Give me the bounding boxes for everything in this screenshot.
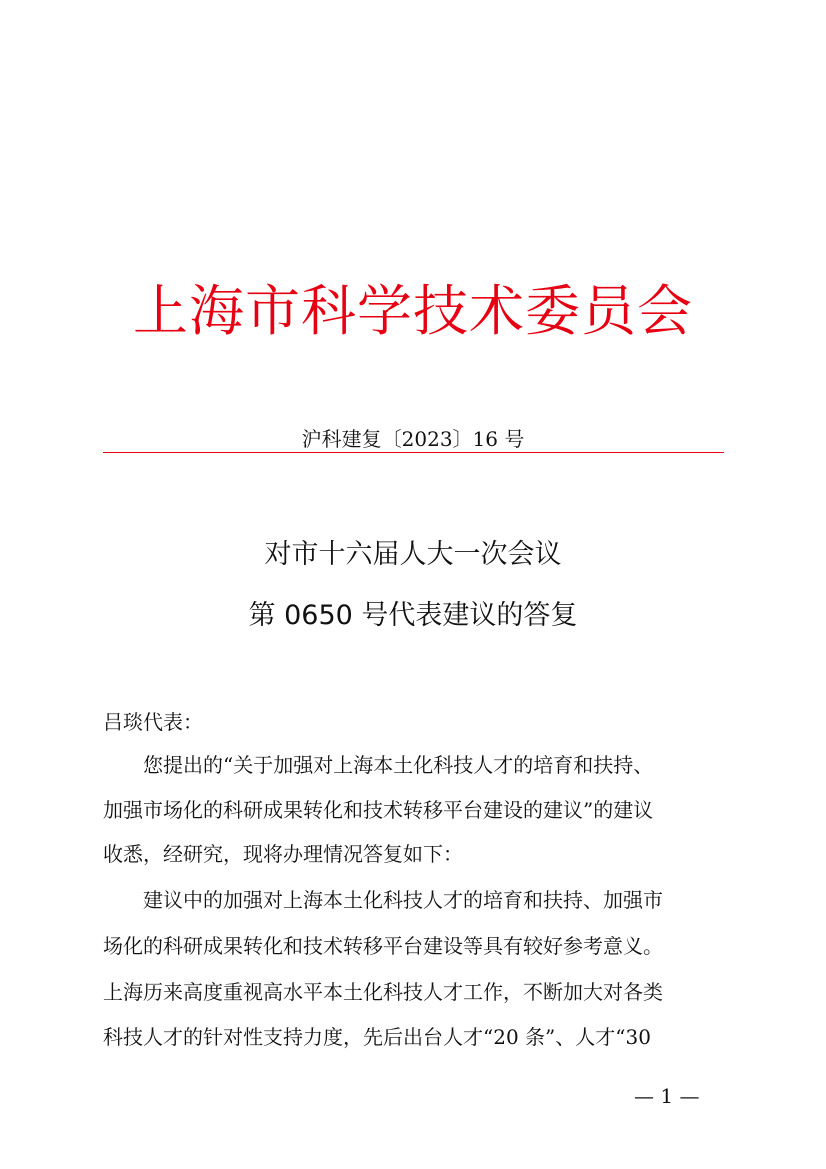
body-line: 科技人才的针对性支持力度，先后出台人才“20 条”、人才“30	[103, 1025, 651, 1049]
issuing-organization: 上海市科学技术委员会	[132, 279, 693, 343]
body-line: 场化的科研成果转化和技术转移平台建设等具有较好参考意义。	[103, 934, 663, 958]
document-number: 沪科建复〔2023〕16 号	[301, 427, 525, 451]
body-line: 加强市场化的科研成果转化和技术转移平台建设的建议”的建议	[103, 798, 654, 822]
salutation: 吕琰代表：	[103, 710, 203, 734]
document-title-line-1: 对市十六届人大一次会议	[264, 539, 562, 570]
body-line: 您提出的“关于加强对上海本土化科技人才的培育和扶持、	[143, 753, 654, 777]
page-number: — 1 —	[634, 1084, 700, 1108]
body-line: 上海历来高度重视高水平本土化科技人才工作，不断加大对各类	[103, 980, 663, 1004]
body-line: 收悉，经研究，现将办理情况答复如下：	[103, 842, 463, 866]
red-divider-line	[103, 452, 724, 453]
body-line: 建议中的加强对上海本土化科技人才的培育和扶持、加强市	[143, 888, 663, 912]
document-title-line-2: 第 0650 号代表建议的答复	[248, 600, 578, 631]
